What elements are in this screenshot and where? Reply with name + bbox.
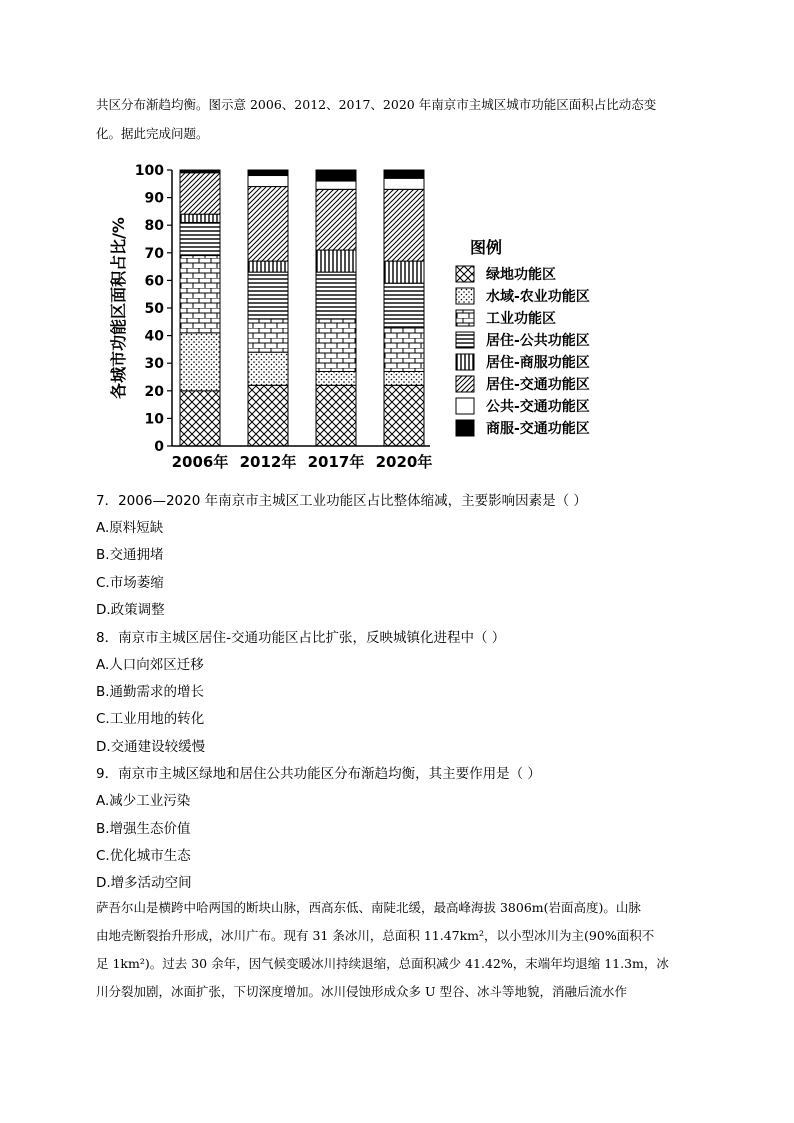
legend-label: 居住-公共功能区 — [486, 333, 590, 349]
legend-label: 商服-交通功能区 — [486, 421, 590, 437]
question-stem: 9．南京市主城区绿地和居住公共功能区分布渐趋均衡，其主要作用是（ ） — [96, 766, 541, 783]
y-tick-label: 0 — [154, 439, 164, 455]
legend-label: 居住-商服功能区 — [486, 355, 590, 371]
bar-segment — [180, 333, 220, 391]
bar-segment — [316, 371, 356, 385]
y-tick-label: 50 — [144, 301, 164, 317]
y-tick-label: 40 — [144, 328, 164, 345]
bar-segment — [384, 170, 424, 178]
bar-segment — [180, 391, 220, 446]
legend-swatch — [456, 266, 474, 282]
answer-option[interactable]: B.交通拥堵 — [96, 547, 164, 564]
answer-option[interactable]: C.工业用地的转化 — [96, 711, 205, 728]
bar-segment — [316, 272, 356, 319]
bar-segment — [248, 385, 288, 446]
question-stem: 8．南京市主城区居住-交通功能区占比扩张，反映城镇化进程中（ ） — [96, 629, 506, 646]
bar-segment — [384, 283, 424, 327]
legend-title: 图例 — [470, 238, 503, 257]
chart-svg — [100, 158, 640, 478]
answer-option[interactable]: B.通勤需求的增长 — [96, 683, 205, 700]
passage-line: 足 1km²)。过去 30 余年，因气候变暖冰川持续退缩，总面积减少 41.42%，末端年均退缩 11.3m，冰 — [96, 956, 669, 971]
bar-segment — [248, 352, 288, 385]
answer-option[interactable]: B.增强生态价值 — [96, 820, 191, 837]
y-tick-label: 90 — [144, 190, 164, 207]
legend-label: 公共-交通功能区 — [486, 399, 590, 415]
bar-segment — [316, 181, 356, 189]
y-tick-label: 30 — [144, 356, 164, 373]
question-stem: 7．2006—2020 年南京市主城区工业功能区占比整体缩减，主要影响因素是（ ） — [96, 493, 587, 509]
bar-segment — [384, 189, 424, 261]
passage-line: 由地壳断裂抬升形成，冰川广布。现有 31 条冰川，总面积 11.47km²，以小型冰川为主(90%面积不 — [96, 928, 655, 943]
intro-text — [96, 90, 706, 148]
bar-segment — [180, 256, 220, 333]
legend-label: 居住-交通功能区 — [486, 377, 590, 393]
bar-segment — [316, 319, 356, 371]
legend-swatch — [456, 288, 474, 304]
y-axis-label: 各城市功能区面积占比/% — [109, 217, 128, 399]
bar-segment — [384, 371, 424, 385]
y-tick-label: 10 — [144, 411, 164, 428]
y-tick-label: 100 — [134, 163, 164, 179]
bar-segment — [248, 176, 288, 187]
x-tick-label: 2006年 — [171, 453, 229, 471]
answer-option[interactable]: D.政策调整 — [96, 602, 165, 619]
bar-segment — [316, 170, 356, 181]
bar-segment — [316, 250, 356, 272]
bar-segment — [384, 327, 424, 371]
y-tick-label: 80 — [144, 218, 164, 235]
legend-swatch — [456, 398, 474, 414]
y-tick-label: 20 — [144, 383, 164, 400]
legend-swatch — [456, 376, 474, 392]
legend-swatch — [456, 354, 474, 370]
bar-segment — [248, 272, 288, 319]
legend-swatch — [456, 332, 474, 348]
stacked-bar-chart — [100, 158, 640, 478]
answer-option[interactable]: C.市场萎缩 — [96, 574, 164, 591]
bar-segment — [248, 261, 288, 272]
intro-line: 化。据此完成问题。 — [96, 126, 209, 141]
intro-line: 共区分布渐趋均衡。图示意 2006、2012、2017、2020 年南京市主城区城市功能区面积占比动态变 — [96, 97, 657, 112]
x-tick-label: 2020年 — [375, 453, 433, 471]
legend-label: 绿地功能区 — [486, 267, 556, 283]
answer-option[interactable]: A.减少工业污染 — [96, 793, 191, 810]
x-tick-label: 2012年 — [239, 453, 297, 471]
bar-segment — [180, 214, 220, 222]
answer-option[interactable]: D.交通建设较缓慢 — [96, 738, 206, 755]
legend-label: 水域-农业功能区 — [486, 289, 590, 305]
y-tick-label: 70 — [144, 245, 164, 262]
bar-segment — [180, 173, 220, 214]
bar-segment — [316, 385, 356, 446]
answer-option[interactable]: C.优化城市生态 — [96, 847, 191, 864]
x-tick-label: 2017年 — [307, 453, 365, 471]
passage-line: 川分裂加剧，冰面扩张，下切深度增加。冰川侵蚀形成众多 U 型谷、冰斗等地貌，消融后流水作 — [96, 984, 627, 999]
bar-segment — [316, 189, 356, 250]
answer-option[interactable]: A.原料短缺 — [96, 520, 164, 536]
questions — [96, 488, 736, 898]
bar-segment — [384, 385, 424, 446]
reading-passage — [96, 894, 712, 1006]
y-tick-label: 60 — [144, 273, 164, 290]
bar-segment — [384, 261, 424, 283]
legend-label: 工业功能区 — [486, 311, 556, 327]
answer-option[interactable]: A.人口向郊区迁移 — [96, 656, 204, 673]
bar-segment — [384, 178, 424, 189]
bar-segment — [248, 170, 288, 176]
answer-option[interactable]: D.增多活动空间 — [96, 875, 192, 892]
bar-segment — [248, 319, 288, 352]
legend-swatch — [456, 420, 474, 436]
bar-segment — [180, 222, 220, 255]
passage-line: 萨吾尔山是横跨中哈两国的断块山脉，西高东低、南陡北缓，最高峰海拔 3806m(岩面高度)。山脉 — [96, 900, 641, 915]
bar-segment — [180, 170, 220, 173]
legend-swatch — [456, 310, 474, 326]
bar-segment — [248, 187, 288, 262]
